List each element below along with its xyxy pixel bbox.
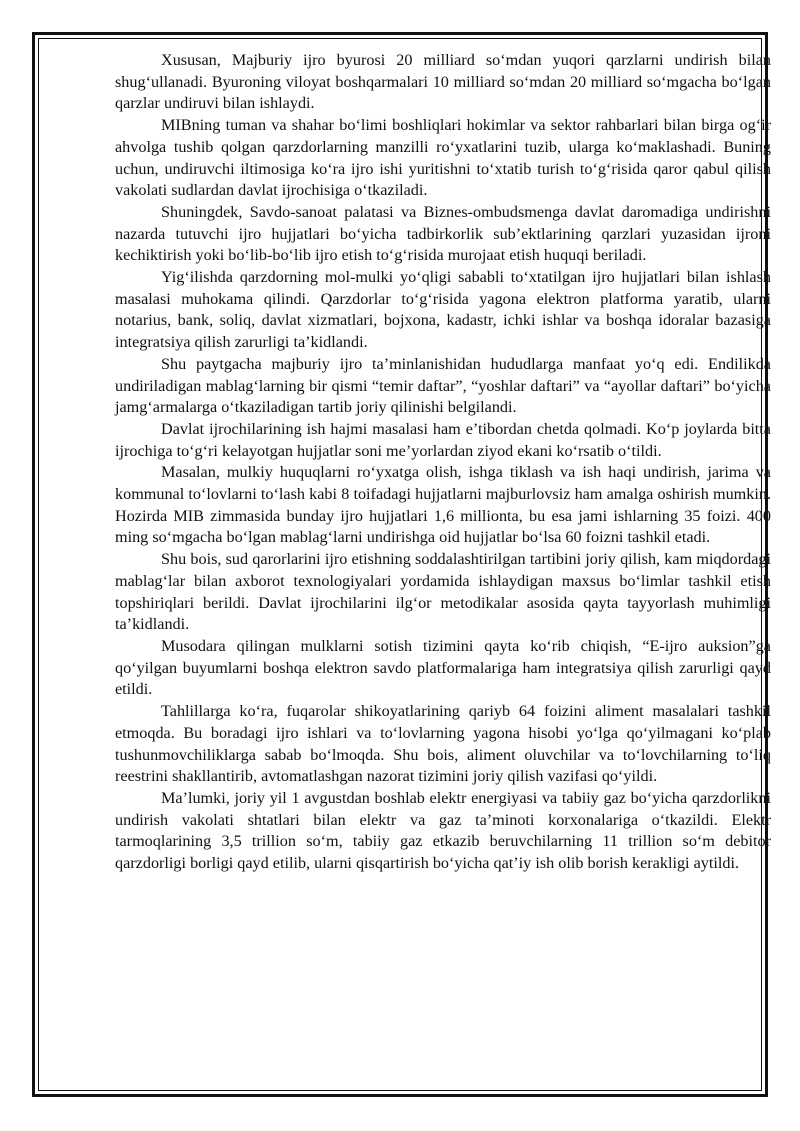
paragraph: Yig‘ilishda qarzdorning mol-mulki yo‘qligi sababli to‘xtatilgan ijro hujjatlari bilan ishlash masalasi muhokama qilindi. Qarzdorlar to‘g‘risida yagona elektron platforma yaratib, ularni notarius, bank, soliq, davlat xizmatlari, bojxona, kadastr, ichki ishlar va boshqa idoralar bazasiga integratsiya qilish zarurligi ta’kidlandi. [115,268,771,352]
document-body [115,50,771,875]
paragraph: MIBning tuman va shahar bo‘limi boshliqlari hokimlar va sektor rahbarlari bilan birga og‘ir ahvolga tushib qolgan qarzdorlarning manzilli ro‘yxatlarini tuzib, ularga ko‘maklashadi. Buning uchun, undiruvchi iltimosiga ko‘ra ijro ishi yuritishni to‘xtatib turish to‘g‘risida qaror qabul qilish vakolati sudlardan davlat ijrochisiga o‘tkaziladi. [115,116,771,200]
paragraph: Xususan, Majburiy ijro byurosi 20 milliard so‘mdan yuqori qarzlarni undirish bilan shug‘ullanadi. Byuroning viloyat boshqarmalari 10 milliard so‘mdan 20 milliard so‘mgacha bo‘lgan qarzlar undiruvi bilan ishlaydi. [115,51,771,113]
paragraph: Tahlillarga ko‘ra, fuqarolar shikoyatlarining qariyb 64 foizini aliment masalalari tashkil etmoqda. Bu boradagi ijro ishlari va to‘lovlarning yagona hisobi yo‘lga qo‘yilmagani ko‘plab tushunmovchiliklarga sabab bo‘lmoqda. Shu bois, aliment oluvchilar va to‘lovchilarning to‘liq reestrini shakllantirib, avtomatlashgan nazorat tizimini joriy qilish vazifasi qo‘yildi. [115,702,771,786]
paragraph: Shuningdek, Savdo-sanoat palatasi va Biznes-ombudsmenga davlat daromadiga undirishni nazarda tutuvchi ijro hujjatlari bo‘yicha tadbirkorlik sub’ektlarining qarzlari yuzasidan ijroni kechiktirish yoki bo‘lib-bo‘lib ijro etish to‘g‘risida murojaat etish huquqi beriladi. [115,202,771,265]
paragraph: Musodara qilingan mulklarni sotish tizimini qayta ko‘rib chiqish, “E-ijro auksion”ga qo‘yilgan buyumlarni boshqa elektron savdo platformalariga ham integratsiya qilish zarurligi qayd etildi. [115,636,771,699]
paragraph: Shu bois, sud qarorlarini ijro etishning soddalashtirilgan tartibini joriy qilish, kam miqdordagi mablag‘lar bilan axborot texnologiyalari yordamida ishlaydigan maxsus bo‘limlar tashkil etish topshiriqlari berildi. Davlat ijrochilarini ilg‘or metodikalar asosida qayta tayyorlash muhimligi ta’kidlandi. [115,550,771,634]
paragraph: Davlat ijrochilarining ish hajmi masalasi ham e’tibordan chetda qolmadi. Ko‘p joylarda bitta ijrochiga to‘g‘ri kelayotgan hujjatlar soni me’yorlardan ziyod ekani ko‘rsatib o‘tildi. [115,419,771,460]
paragraph: Ma’lumki, joriy yil 1 avgustdan boshlab elektr energiyasi va tabiiy gaz bo‘yicha qarzdorlikni undirish vakolati shtatlari bilan elektr va gaz ta’minoti korxonalariga o‘tkazildi. Elektr tarmoqlarining 3,5 trillion so‘m, tabiiy gaz etkazib beruvchilarning 11 trillion so‘m debitor qarzdorligi borligi qayd etilib, ularni qisqartirish bo‘yicha qat’iy ish olib borish kerakligi aytildi. [115,788,771,873]
paragraph: Shu paytgacha majburiy ijro ta’minlanishidan hududlarga manfaat yo‘q edi. Endilikda undiriladigan mablag‘larning bir qismi “temir daftar”, “yoshlar daftari” va “ayollar daftari” bo‘yicha jamg‘armalarga o‘tkaziladigan tartib joriy qilinishi belgilandi. [115,354,771,417]
paragraph: Masalan, mulkiy huquqlarni ro‘yxatga olish, ishga tiklash va ish haqi undirish, jarima va kommunal to‘lovlarni to‘lash kabi 8 toifadagi hujjatlarni majburlovsiz ham amalga oshirish mumkin. Hozirda MIB zimmasida bunday ijro hujjatlari 1,6 millionta, bu esa jami ishlarning 35 foizi. 400 ming so‘mgacha bo‘lgan mablag‘larni undirishga oid hujjatlar bo‘lsa 60 foizni tashkil etadi. [115,463,771,547]
